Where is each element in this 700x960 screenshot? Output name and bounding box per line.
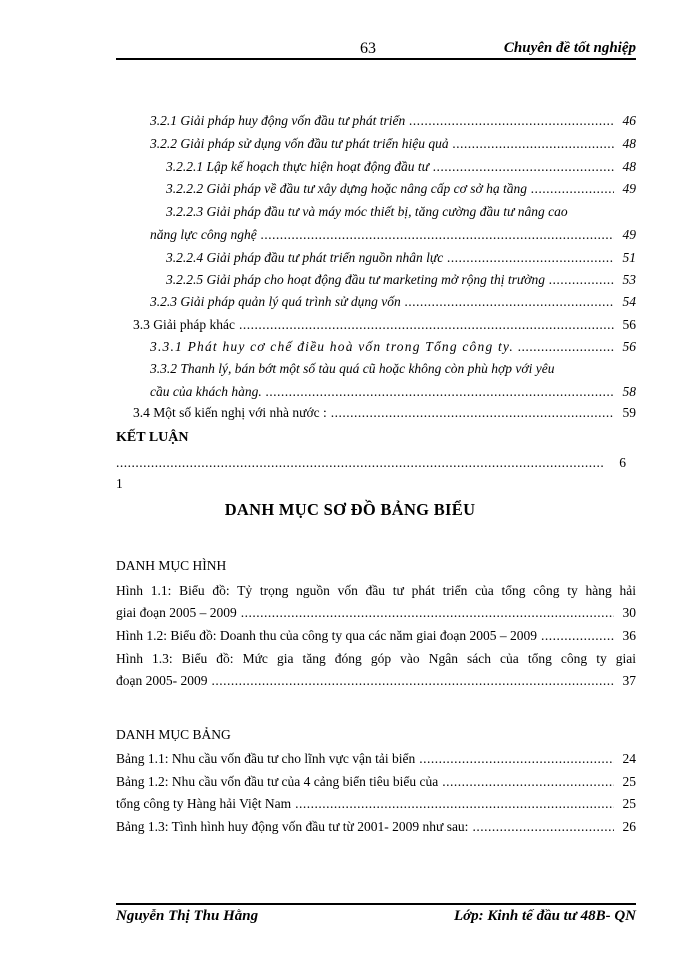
- header-title: Chuyên đề tốt nghiệp: [503, 40, 636, 56]
- figure-entry[interactable]: giai đoạn 2005 – 2009 ..... 30: [116, 604, 636, 622]
- toc-entry[interactable]: 3.2.2.5 Giải pháp cho hoạt động đầu tư marketing mở rộng thị trường ..... 53: [166, 271, 636, 289]
- figure-entry-line1[interactable]: Hình 1.3: Biểu đồ: Mức gia tăng đóng góp vào Ngân sách của tổng công ty giai: [116, 651, 636, 666]
- toc-entry[interactable]: 3.2.2.2 Giải pháp về đầu tư xây dựng hoặc nâng cấp cơ sở hạ tầng ..... 49: [166, 180, 636, 198]
- toc-entry[interactable]: 3.2.3 Giải pháp quản lý quá trình sử dụng vốn ..... 54: [150, 293, 636, 311]
- footer-class: Lớp: Kinh tế đầu tư 48B- QN: [453, 908, 636, 924]
- toc-entry[interactable]: 3.4 Một số kiến nghị với nhà nước : ..... 59: [133, 404, 636, 422]
- toc-entry[interactable]: năng lực công nghệ ..... 49: [150, 226, 636, 244]
- toc-entry[interactable]: 3.2.2 Giải pháp sử dụng vốn đầu tư phát triển hiệu quả ..... 48: [150, 135, 636, 153]
- section-title: DANH MỤC SƠ ĐỒ BẢNG BIỂU: [224, 500, 476, 519]
- toc-entry[interactable]: 3.3.1 Phát huy cơ chế điều hoà vốn trong Tổng công ty. ..... 56: [150, 338, 636, 356]
- toc-entry-line1[interactable]: 3.3.2 Thanh lý, bán bớt một số tàu quá cũ hoặc không còn phù hợp với yêu: [150, 361, 555, 376]
- toc-entry[interactable]: 3.2.1 Giải pháp huy động vốn đầu tư phát triển ..... 46: [150, 112, 636, 130]
- table-entry[interactable]: tổng công ty Hàng hải Việt Nam ..... 25: [116, 795, 636, 813]
- conclusion-entry[interactable]: ..... 6: [116, 454, 636, 472]
- page-number: 63: [360, 40, 376, 57]
- figure-entry-line1[interactable]: Hình 1.1: Biểu đồ: Tỷ trọng nguồn vốn đầu tư phát triển của tổng công ty hàng hải: [116, 583, 636, 598]
- toc-entry[interactable]: 3.2.2.4 Giải pháp đầu tư phát triển nguồn nhân lực ..... 51: [166, 249, 636, 267]
- footer-author: Nguyễn Thị Thu Hằng: [116, 908, 259, 924]
- table-entry[interactable]: Bảng 1.3: Tình hình huy động vốn đầu tư từ 2001- 2009 như sau: ..... 26: [116, 818, 636, 836]
- toc-entry[interactable]: 3.3 Giải pháp khác ..... 56: [133, 316, 636, 334]
- figure-entry[interactable]: Hình 1.2: Biểu đồ: Doanh thu của công ty qua các năm giai đoạn 2005 – 2009 ..... 36: [116, 627, 636, 645]
- figure-entry[interactable]: đoạn 2005- 2009 ..... 37: [116, 672, 636, 690]
- tables-heading: DANH MỤC BẢNG: [116, 727, 231, 742]
- toc-entry[interactable]: 3.2.2.1 Lập kế hoạch thực hiện hoạt động đầu tư ..... 48: [166, 158, 636, 176]
- table-entry[interactable]: Bảng 1.2: Nhu cầu vốn đầu tư của 4 cảng biển tiêu biểu của ..... 25: [116, 773, 636, 791]
- toc-entry[interactable]: cầu của khách hàng. ..... 58: [150, 383, 636, 401]
- figures-heading: DANH MỤC HÌNH: [116, 558, 227, 573]
- conclusion-page-wrap: 1: [116, 476, 123, 491]
- footer-rule: [116, 903, 636, 905]
- conclusion-heading[interactable]: KẾT LUẬN: [116, 430, 189, 445]
- table-entry[interactable]: Bảng 1.1: Nhu cầu vốn đầu tư cho lĩnh vực vận tải biển ..... 24: [116, 750, 636, 768]
- toc-entry-line1[interactable]: 3.2.2.3 Giải pháp đầu tư và máy móc thiết bị, tăng cường đầu tư nâng cao: [166, 204, 568, 219]
